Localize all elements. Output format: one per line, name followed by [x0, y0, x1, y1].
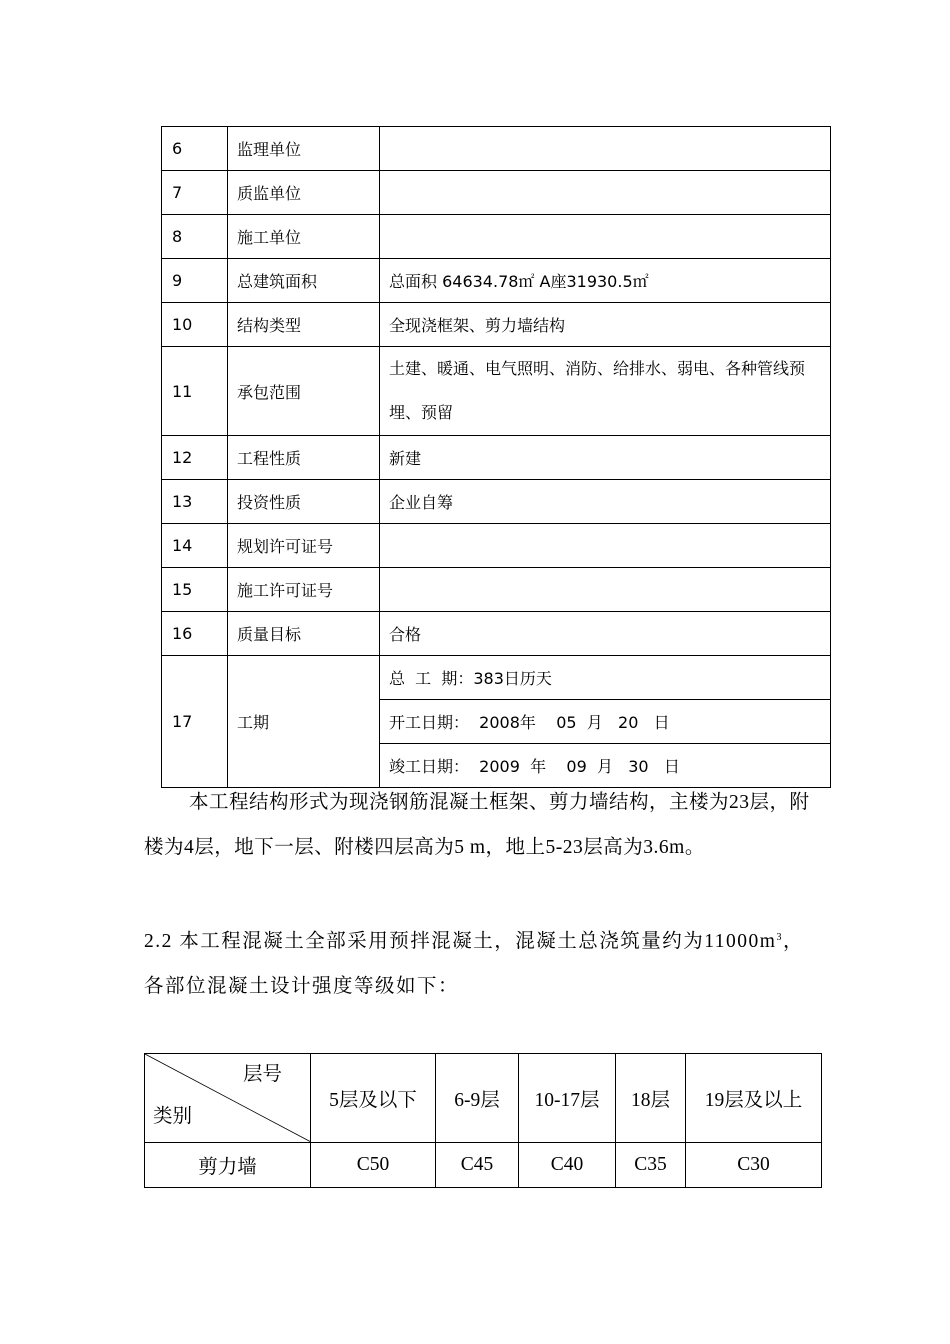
row-number: 17	[162, 656, 228, 788]
table-row	[162, 436, 831, 480]
row-number: 15	[162, 568, 228, 612]
grade-value: C50	[311, 1143, 436, 1188]
row-value	[380, 215, 831, 259]
table-row	[162, 524, 831, 568]
row-label: 施工许可证号	[228, 568, 380, 612]
row-label: 质量目标	[228, 612, 380, 656]
floor-header: 18层	[616, 1054, 686, 1143]
row-value: 新建	[380, 436, 831, 480]
row-number: 6	[162, 127, 228, 171]
row-number: 7	[162, 171, 228, 215]
grade-value: C30	[686, 1143, 822, 1188]
row-value	[380, 568, 831, 612]
concrete-paragraph-tail: ，各部位混凝土设计强度等级如下：	[144, 931, 804, 997]
start-date: 开工日期： 2008年 05 月 20 日	[380, 700, 831, 744]
row-number: 8	[162, 215, 228, 259]
row-value: 全现浇框架、剪力墙结构	[380, 303, 831, 347]
table-row	[162, 568, 831, 612]
row-label: 规划许可证号	[228, 524, 380, 568]
row-value	[380, 524, 831, 568]
row-label: 结构类型	[228, 303, 380, 347]
table-row	[162, 303, 831, 347]
row-label: 投资性质	[228, 480, 380, 524]
row-number: 16	[162, 612, 228, 656]
concrete-grade-table	[144, 1053, 822, 1188]
row-value	[380, 127, 831, 171]
row-value	[380, 171, 831, 215]
project-info-table	[161, 126, 831, 788]
table-row	[162, 612, 831, 656]
diagonal-header-cell	[145, 1054, 311, 1143]
row-value: 总面积 64634.78㎡ A座31930.5㎡	[380, 259, 831, 303]
concrete-paragraph	[144, 915, 824, 1009]
floor-header: 6-9层	[436, 1054, 519, 1143]
row-label: 监理单位	[228, 127, 380, 171]
table-row	[162, 215, 831, 259]
row-number: 12	[162, 436, 228, 480]
table-header-row	[145, 1054, 822, 1143]
row-number: 14	[162, 524, 228, 568]
table-row	[145, 1143, 822, 1188]
floor-header: 5层及以下	[311, 1054, 436, 1143]
table-row	[162, 171, 831, 215]
grade-value: C35	[616, 1143, 686, 1188]
concrete-paragraph-main: 2.2 本工程混凝土全部采用预拌混凝土，混凝土总浇筑量约为11000m	[144, 931, 777, 952]
diagonal-line	[145, 1054, 311, 1142]
duration-row	[162, 656, 831, 700]
grade-value: C40	[519, 1143, 616, 1188]
floor-header: 10-17层	[519, 1054, 616, 1143]
row-number: 10	[162, 303, 228, 347]
structure-paragraph: 本工程结构形式为现浇钢筋混凝土框架、剪力墙结构，主楼为23层，附楼为4层，地下一层、附楼四层高为5 m，地上5-23层高为3.6m。	[144, 792, 810, 858]
row-number: 11	[162, 347, 228, 436]
table-row	[162, 259, 831, 303]
category-header-label: 类别	[153, 1106, 193, 1127]
row-label: 总建筑面积	[228, 259, 380, 303]
row-label: 承包范围	[228, 347, 380, 436]
table-row	[162, 127, 831, 171]
grade-value: C45	[436, 1143, 519, 1188]
cubic-superscript: 3	[776, 932, 783, 943]
row-value: 土建、暖通、电气照明、消防、给排水、弱电、各种管线预埋、预留	[380, 347, 831, 436]
row-label: 工期	[228, 656, 380, 788]
total-duration: 总 工 期：383日历天	[380, 656, 831, 700]
row-label: 工程性质	[228, 436, 380, 480]
floor-header: 19层及以上	[686, 1054, 822, 1143]
table-row	[162, 347, 831, 436]
floor-header-label: 层号	[242, 1064, 282, 1085]
row-label: 施工单位	[228, 215, 380, 259]
category-label: 剪力墙	[145, 1143, 311, 1188]
table-row	[162, 480, 831, 524]
row-number: 9	[162, 259, 228, 303]
row-value: 合格	[380, 612, 831, 656]
row-label: 质监单位	[228, 171, 380, 215]
row-value: 企业自筹	[380, 480, 831, 524]
row-number: 13	[162, 480, 228, 524]
end-date: 竣工日期： 2009 年 09 月 30 日	[380, 744, 831, 788]
